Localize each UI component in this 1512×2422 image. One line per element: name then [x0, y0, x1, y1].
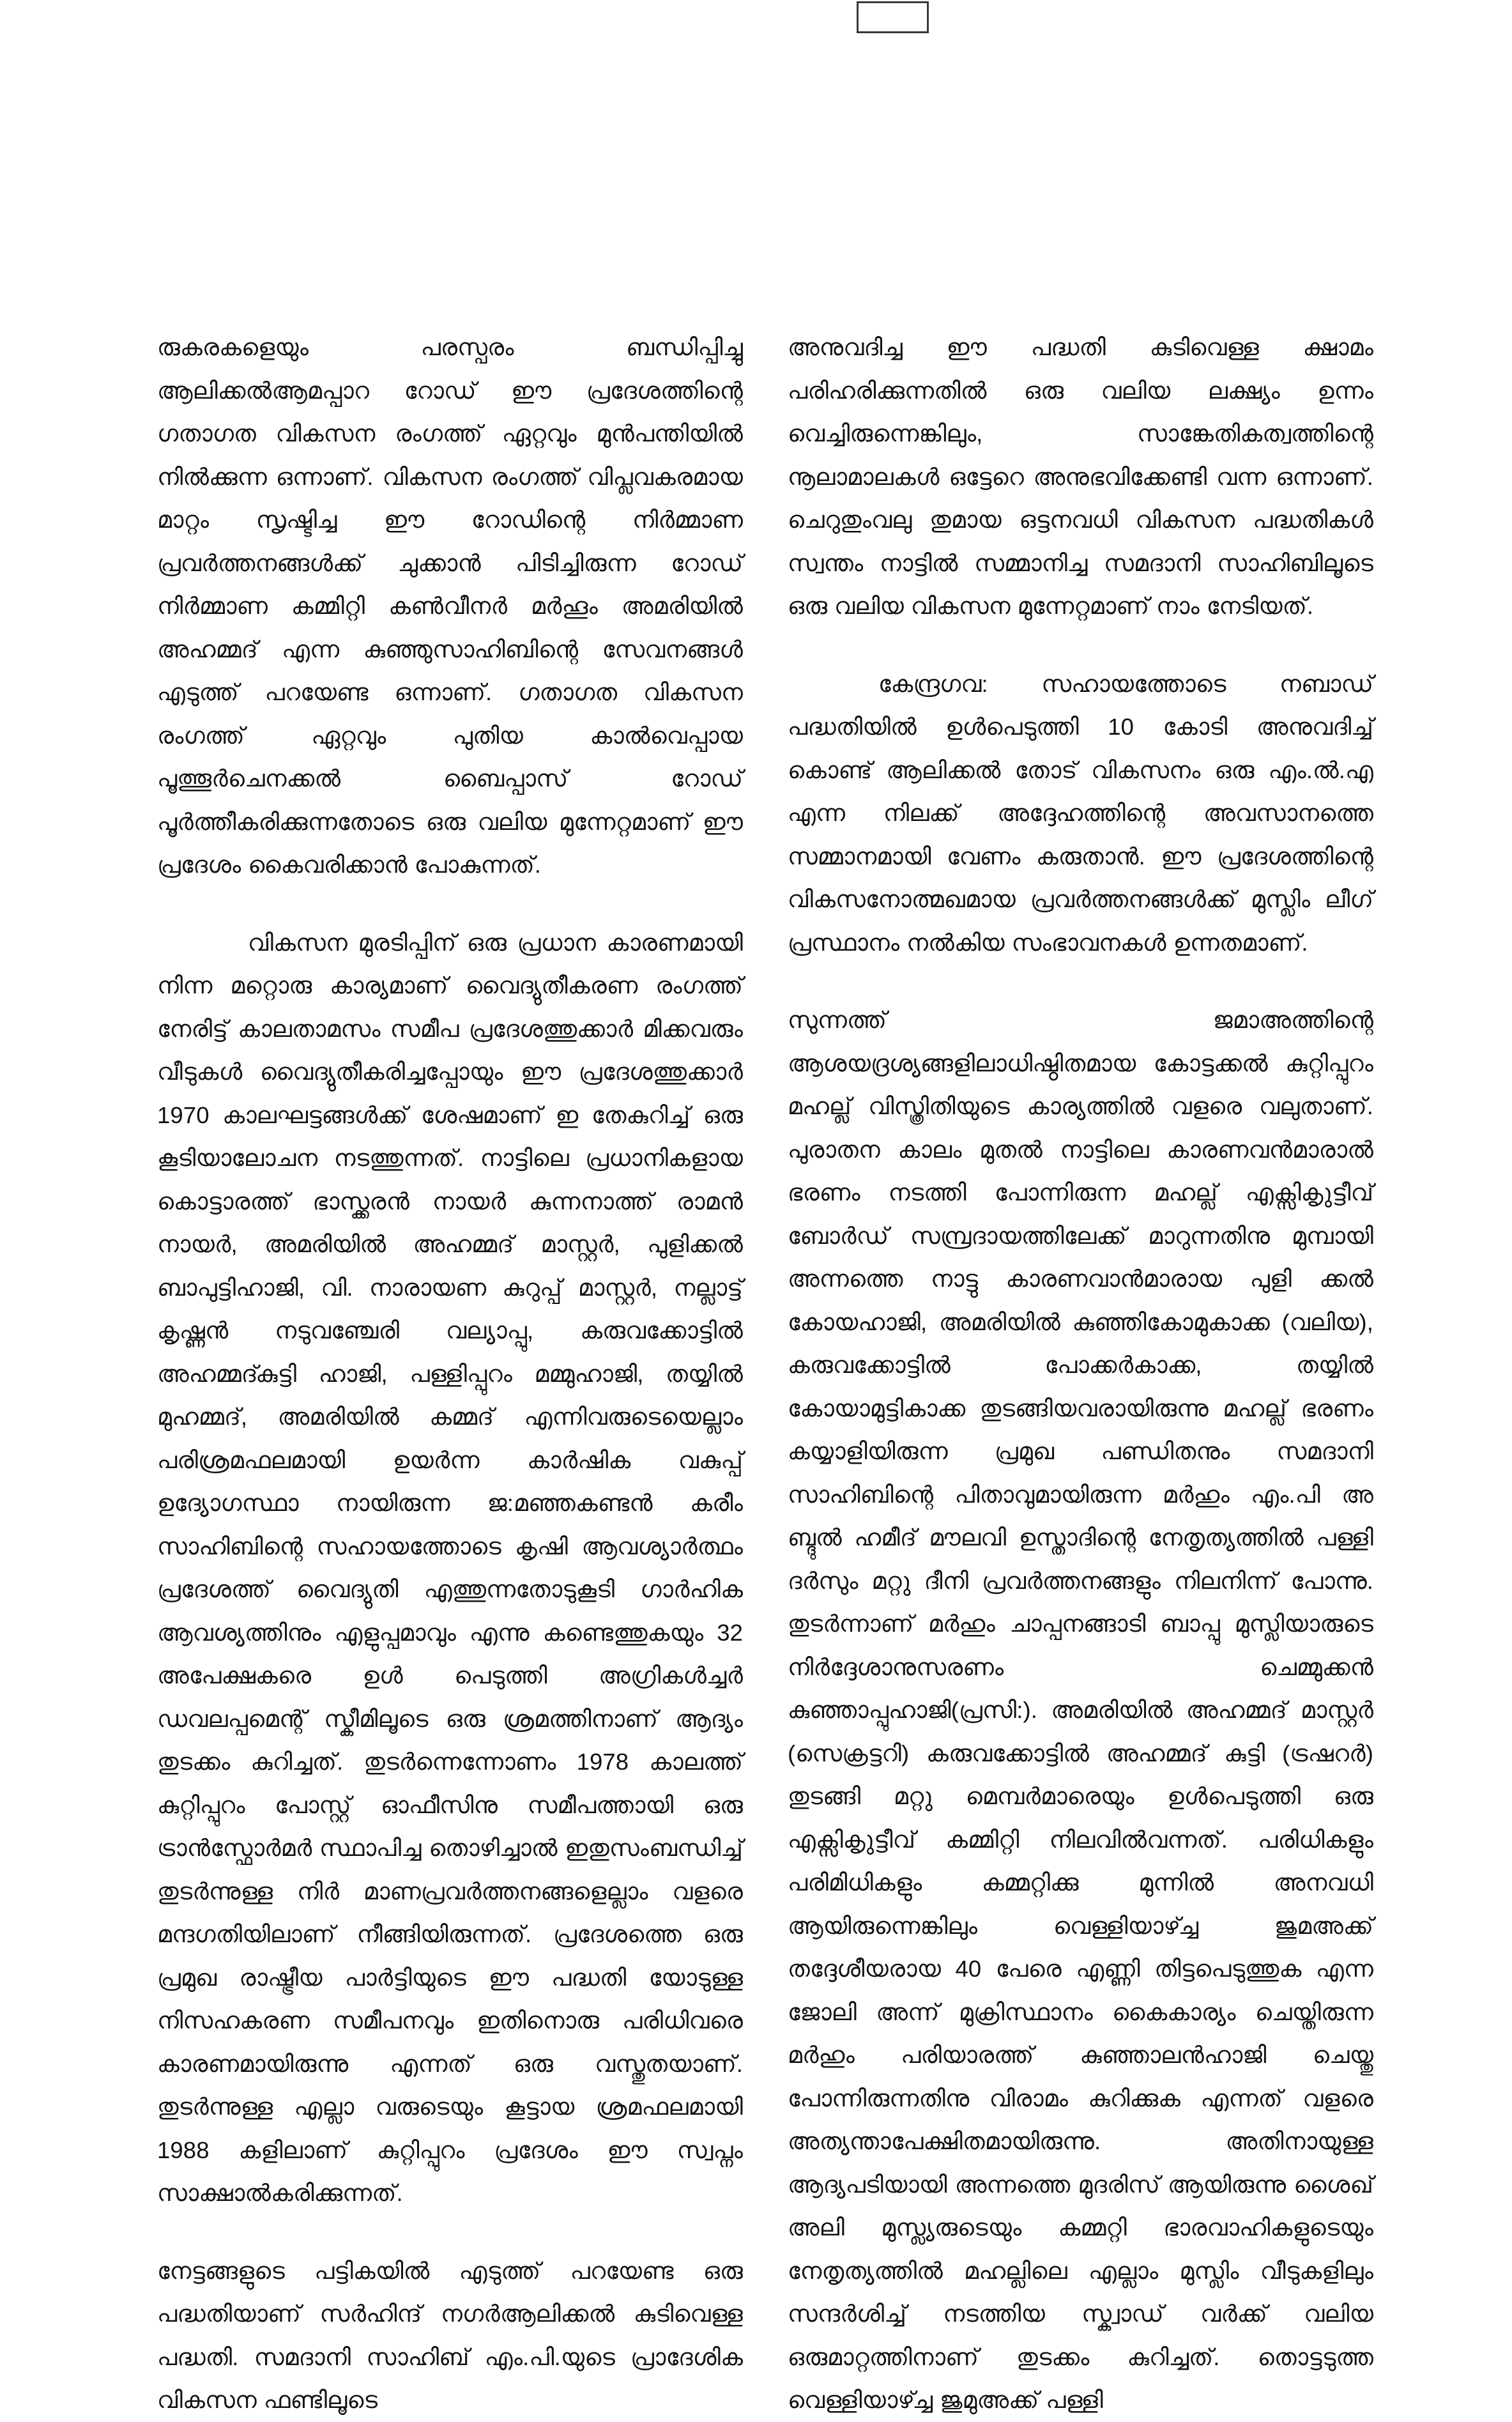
paragraph: സുന്നത്ത് ജമാഅത്തിന്റെ ആശയദ്രശ്യങ്ങളിലാധിഷ്ഠിതമായ കോട്ടക്കൽ കുറ്റിപ്പുറം മഹല്ല് വിസ്ത്രിതിയുടെ കാര്യത്തിൽ വളരെ വലുതാണ്. പുരാതന കാലം മുതൽ നാട്ടിലെ കാരണവൻമാരാൽ ഭരണം നടത്തി പോന്നിരുന്ന മഹല്ല് എക്സികൃുട്ടീവ് ബോർഡ് സമ്പ്രദായത്തിലേക്ക് മാറുന്നതിനു മുമ്പായി അന്നത്തെ നാട്ടു കാരണവാൻമാരായ പുളി ക്കൽ കോയഹാജി, അമരിയിൽ കുഞ്ഞികോമുകാക്ക (വലിയ), കരുവക്കോട്ടിൽ പോക്കർകാക്ക, തയ്യിൽ കോയാമുട്ടികാക്ക തുടങ്ങിയവരായിരുന്നു മഹല്ല് ഭരണം കയ്യാളിയിരുന്ന പ്രമുഖ പണ്ഡിതനും സമദാനി സാഹിബിന്റെ പിതാവുമായിരുന്ന മർഹും എം.പി അ ബ്ദുൽ ഹമീദ് മൗലവി ഉസ്താദിന്റെ നേതൃത്യത്തിൽ പള്ളി ദർസും മറ്റു ദീനി പ്രവർത്തനങ്ങളും നിലനിന്ന് പോന്നു. തുടർന്നാണ് മർഹും ചാപ്പനങ്ങാടി ബാപ്പു മുസ്ലിയാരുടെ നിർദ്ദേശാനുസരണം ചെമ്മുക്കൻ കുഞ്ഞാപ്പുഹാജി(പ്രസി:). അമരിയിൽ അഹമ്മദ് മാസ്റ്റർ (സെക്രട്ടറി) കരുവക്കോട്ടിൽ അഹമ്മദ് കുട്ടി (ട്രഷറർ) തുടങ്ങി മറ്റു മെമ്പർമാരെയും ഉൾപെടുത്തി ഒരു എക്സികൃുട്ടീവ് കമ്മിറ്റി നിലവിൽവന്നത്. പരിധികളും പരിമിധികളും കമ്മറ്റിക്കു മുന്നിൽ അനവധി ആയിരുന്നെങ്കിലും വെള്ളിയാഴ്ച്ച ജുമഅക്ക് തദ്ദേശീയരായ 40 പേരെ എണ്ണി തിട്ടപെടുത്തുക എന്ന ജോലി അന്ന് മുക്രിസ്ഥാനം കൈകാര്യം ചെയ്തിരുന്ന മർഹും പരിയാരത്ത് കുഞ്ഞാലൻഹാജി ചെയ്തു പോന്നിരുന്നതിനു വിരാമം കുറിക്കുക എന്നത് വളരെ അത്യന്താപേക്ഷിതമായിരുന്നു. അതിനായുള്ള ആദ്യപടിയായി അന്നത്തെ മുദരിസ് ആയിരുന്നു ശൈഖ് അലി മുസ്ല്യരുടെയും കമ്മറ്റി ഭാരവാഹികളുടെയും നേതൃത്യത്തിൽ മഹല്ലിലെ എല്ലാം മുസ്ലിം വീടുകളിലും സന്ദർശിച്ച് നടത്തിയ സ്ക്വാഡ് വർക്ക് വലിയ ഒരുമാറ്റത്തിനാണ് തുടക്കം കുറിച്ചത്. തൊട്ടടുത്ത വെള്ളിയാഴ്ച്ച ജുമുഅക്ക് പള്ളി — [788, 1007, 1373, 2413]
paragraph: കേന്ദ്രഗവ: സഹായത്തോടെ നബാഡ് പദ്ധതിയിൽ ഉൾപെടുത്തി 10 കോടി അനുവദിച്ച് കൊണ്ട് ആലിക്കൽ തോട് വികസനം ഒരു എം.ൽ.എ എന്ന നിലക്ക് അദ്ദേഹത്തിന്റെ അവസാനത്തെ സമ്മാനമായി വേണം കരുതാൻ. ഈ പ്രദേശത്തിന്റെ വികസനോത്മഖമായ പ്രവർത്തനങ്ങൾക്ക് മുസ്ലിം ലീഗ് പ്രസ്ഥാനം നൽകിയ സംഭാവനകൾ ഉന്നതമാണ്. — [788, 670, 1373, 956]
two-column-text-body — [157, 326, 1374, 2422]
paragraph: രുകരകളെയും പരസ്പരം ബന്ധിപ്പിച്ചു ആലിക്കൽആമപ്പാറ റോഡ് ഈ പ്രദേശത്തിന്റെ ഗതാഗത വികസന രംഗത്ത് ഏറ്റവും മുൻപന്തിയിൽ നിൽക്കുന്ന ഒന്നാണ്. വികസന രംഗത്ത് വിപ്ലവകരമായ മാറ്റം സൃഷ്ടിച്ച ഈ റോഡിന്റെ നിർമ്മാണ പ്രവർത്തനങ്ങൾക്ക് ചുക്കാൻ പിടിച്ചിരുന്ന റോഡ് നിർമ്മാണ കമ്മിറ്റി കൺവീനർ മർഹൂം അമരിയിൽ അഹമ്മദ് എന്ന കുഞ്ഞുസാഹിബിന്റെ സേവനങ്ങൾ എടുത്ത് പറയേണ്ട ഒന്നാണ്. ഗതാഗത വികസന രംഗത്ത് ഏറ്റവും പുതിയ കാൽവെപ്പായ പൂത്തൂർചെനക്കൽ ബൈപ്പാസ് റോഡ് പൂർത്തീകരിക്കുന്നതോടെ ഒരു വലിയ മുന്നേറ്റമാണ് ഈ പ്രദേശം കൈവരിക്കാൻ പോകുന്നത്. — [157, 334, 743, 878]
paragraph: വികസന മുരടിപ്പിന് ഒരു പ്രധാന കാരണമായി നിന്ന മറ്റൊരു കാര്യമാണ് വൈദ്യുതീകരണ രംഗത്ത് നേരിട്ട് കാലതാമസം സമീപ പ്രദേശത്തുക്കാർ മിക്കവരും വീടുകൾ വൈദ്യുതീകരിച്ചപ്പോയും ഈ പ്രദേശത്തുക്കാർ 1970 കാലഘട്ടങ്ങൾക്ക് ശേഷമാണ് ഇ തേകുറിച്ച് ഒരു കൂടിയാലോചന നടത്തുന്നത്. നാട്ടിലെ പ്രധാനികളായ കൊട്ടാരത്ത് ഭാസ്ക്കരൻ നായർ കുന്നനാത്ത് രാമൻ നായർ, അമരിയിൽ അഹമ്മദ് മാസ്റ്റർ, പുളിക്കൽ ബാപുട്ടിഹാജി, വി. നാരായണ കുറുപ്പ് മാസ്റ്റർ, നല്ലാട്ട് കൃഷ്ണൻ നടുവഞ്ചേരി വല്യാപ്പു, കരുവക്കോട്ടിൽ അഹമ്മദ്കുട്ടി ഹാജി, പള്ളിപ്പുറം മമ്മുഹാജി, തയ്യിൽ മുഹമ്മദ്, അമരിയിൽ കമ്മദ് എന്നിവരുടെയെല്ലാം പരിശ്രമഫലമായി ഉയർന്ന കാർഷിക വകുപ്പ് ഉദ്യോഗസ്ഥാ നായിരുന്ന ജ:മഞ്ഞകണ്ടൻ കരീം സാഹിബിന്റെ സഹായത്തോടെ കൃഷി ആവശ്യാർത്ഥം പ്രദേശത്ത് വൈദ്യുതി എത്തുന്നതോടുകൂടി ഗാർഹിക ആവശ്യത്തിനും എളുപ്പമാവും എന്നു കണ്ടെത്തുകയും 32 അപേക്ഷകരെ ഉൾ പെടുത്തി അഗ്രികൾച്ചർ ഡവലപ്പമെന്റ് സ്കീമിലൂടെ ഒരു ശ്രമത്തിനാണ് ആദ്യം തുടക്കം കുറിച്ചത്. തുടർന്നെന്നോണം 1978 കാലത്ത് കുറ്റിപ്പുറം പോസ്റ്റ് ഓഫീസിനു സമീപത്തായി ഒരു ട്രാൻസ്ഫോർമർ സ്ഥാപിച്ച തൊഴിച്ചാൽ ഇതുസംബന്ധിച്ച് തുടർന്നുള്ള നിർ മാണപ്രവർത്തനങ്ങളെല്ലാം വളരെ മന്ദഗതിയിലാണ് നീങ്ങിയിരുന്നത്. പ്രദേശത്തെ ഒരു പ്രമുഖ രാഷ്ട്രീയ പാർട്ടിയുടെ ഈ പദ്ധതി യോടുള്ള നിസഹകരണ സമീപനവും ഇതിനൊരു പരിധിവരെ കാരണമായിരുന്നു എന്നത് ഒരു വസ്തുതയാണ്. തുടർന്നുള്ള എല്ലാ വരുടെയും കൂട്ടായ ശ്രമഫലമായി 1988 കളിലാണ് കുറ്റിപ്പുറം പ്രദേശം ഈ സ്വപ്നം സാക്ഷാൽകരിക്കുന്നത്. — [157, 929, 743, 2206]
paragraph: അനുവദിച്ച ഈ പദ്ധതി കുടിവെള്ള ക്ഷാമം പരിഹരിക്കുന്നതിൽ ഒരു വലിയ ലക്ഷ്യം ഉന്നം വെച്ചിരുന്നെങ്കിലും, സാങ്കേതികത്വത്തിന്റെ നൂലാമാലകൾ ഒട്ടേറെ അനുഭവിക്കേണ്ടി വന്ന ഒന്നാണ്. ചെറുതുംവലു തുമായ ഒട്ടനവധി വികസന പദ്ധതികൾ സ്വന്തം നാട്ടിൽ സമ്മാനിച്ച സമദാനി സാഹിബിലൂടെ ഒരു വലിയ വികസന മുന്നേറ്റമാണ് നാം നേടിയത്. — [788, 334, 1373, 619]
top-placeholder-box — [857, 1, 929, 33]
left-column — [157, 326, 743, 2422]
right-column — [788, 326, 1373, 2422]
paragraph: നേട്ടങ്ങളുടെ പട്ടികയിൽ എടുത്ത് പറയേണ്ട ഒരു പദ്ധതിയാണ് സർഹിന്ദ് നഗർആലിക്കൽ കുടിവെള്ള പദ്ധതി. സമദാനി സാഹിബ് എം.പി.യുടെ പ്രാദേശിക വികസന ഫണ്ടിലൂടെ — [157, 2257, 743, 2413]
